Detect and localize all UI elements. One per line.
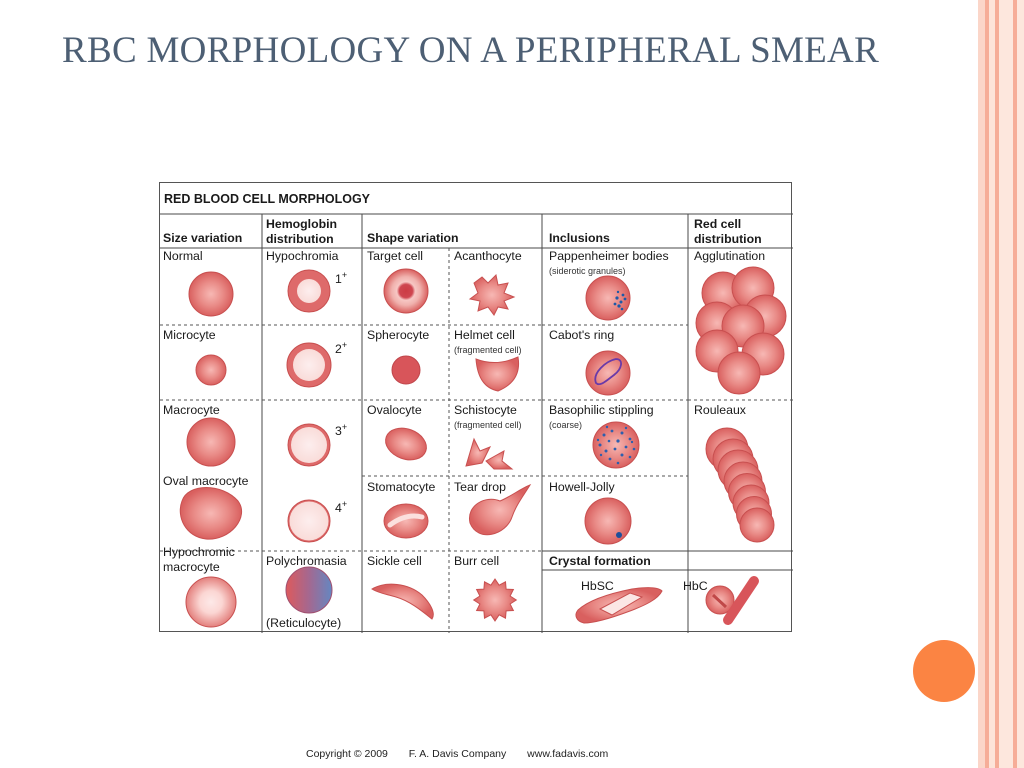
grade-1: 1+	[335, 270, 348, 287]
basophilic-stippling-cell	[593, 422, 639, 468]
publisher-text: F. A. Davis Company	[408, 748, 507, 760]
header-size: Size variation	[163, 231, 243, 245]
schistocyte-cells	[466, 439, 512, 469]
label-teardrop: Tear drop	[454, 480, 506, 494]
slide-title: RBC MORPHOLOGY ON A PERIPHERAL SMEAR	[62, 30, 880, 71]
figure-title: RED BLOOD CELL MORPHOLOGY	[164, 192, 371, 206]
label-stomatocyte: Stomatocyte	[367, 480, 436, 494]
label-basophilic: Basophilic stippling	[549, 403, 654, 417]
label-hbsc: HbSC	[581, 579, 614, 593]
label-hypochromic-line2: macrocyte	[163, 560, 220, 574]
grade-4: 4+	[335, 499, 348, 516]
label-schistocyte: Schistocyte	[454, 403, 517, 417]
microcyte-cell	[196, 355, 226, 385]
howell-jolly-cell	[585, 498, 631, 544]
label-pappenheimer-note: (siderotic granules)	[549, 266, 626, 276]
ovalocyte-cell	[381, 423, 431, 466]
target-cell	[384, 269, 428, 313]
label-burr: Burr cell	[454, 554, 500, 568]
header-hgb-line1: Hemoglobin	[266, 217, 338, 231]
grade-3: 3+	[335, 422, 348, 439]
header-shape: Shape variation	[367, 231, 459, 245]
label-helmet: Helmet cell	[454, 328, 515, 342]
label-hbc: HbC	[683, 579, 708, 593]
burr-cell	[474, 579, 517, 621]
helmet-cell	[476, 357, 519, 391]
label-polychromasia: Polychromasia	[266, 554, 347, 568]
label-schisto-note: (fragmented cell)	[454, 420, 522, 430]
label-pappenheimer: Pappenheimer bodies	[549, 249, 669, 263]
spherocyte-cell	[392, 356, 420, 384]
grade-2: 2+	[335, 340, 348, 357]
acanthocyte-cell	[470, 275, 514, 315]
sickle-cell	[372, 584, 433, 619]
copyright-line	[306, 748, 626, 760]
cabots-ring-cell	[586, 351, 630, 395]
label-hypochromic-line1: Hypochromic	[163, 545, 235, 559]
pappenheimer-cell	[586, 276, 630, 320]
hbc-crystal	[706, 581, 754, 620]
normal-cell	[189, 272, 233, 316]
border-stripe-left	[978, 0, 985, 768]
rbc-morphology-figure	[159, 182, 792, 632]
hypochromic-macrocyte-cell	[186, 577, 236, 627]
header-inclusions: Inclusions	[549, 231, 610, 245]
label-hypochromia: Hypochromia	[266, 249, 339, 263]
orange-accent-circle	[913, 640, 975, 702]
label-howell-jolly: Howell-Jolly	[549, 480, 615, 494]
copyright-text: Copyright © 2009	[306, 748, 388, 760]
label-cabot: Cabot's ring	[549, 328, 615, 342]
label-reticulocyte: (Reticulocyte)	[266, 616, 342, 630]
label-target: Target cell	[367, 249, 424, 263]
hypochromia-cells	[287, 270, 331, 542]
label-spherocyte: Spherocyte	[367, 328, 430, 342]
header-hgb-line2: distribution	[266, 232, 334, 246]
agglutination-cluster	[696, 267, 786, 394]
oval-macrocyte-cell	[180, 488, 241, 540]
label-basophilic-note: (coarse)	[549, 420, 583, 430]
figure-dashed-rules	[160, 248, 793, 633]
macrocyte-cell	[187, 418, 235, 466]
label-ovalocyte: Ovalocyte	[367, 403, 422, 417]
stomatocyte-cell	[384, 504, 428, 538]
label-helmet-note: (fragmented cell)	[454, 345, 522, 355]
label-agglutination: Agglutination	[694, 249, 766, 263]
header-dist-line2: distribution	[694, 232, 762, 246]
label-acanthocyte: Acanthocyte	[454, 249, 522, 263]
polychromasia-cell	[286, 567, 332, 613]
label-rouleaux: Rouleaux	[694, 403, 746, 417]
rouleaux-stack	[706, 428, 774, 542]
label-macrocyte: Macrocyte	[163, 403, 220, 417]
border-stripe-4	[999, 0, 1013, 768]
site-text: www.fadavis.com	[527, 748, 609, 760]
border-stripe-6	[1017, 0, 1024, 768]
label-normal: Normal	[163, 249, 203, 263]
label-oval-macrocyte: Oval macrocyte	[163, 474, 249, 488]
label-microcyte: Microcyte	[163, 328, 216, 342]
label-sickle: Sickle cell	[367, 554, 422, 568]
header-crystal: Crystal formation	[549, 554, 651, 568]
header-dist-line1: Red cell	[694, 217, 742, 231]
